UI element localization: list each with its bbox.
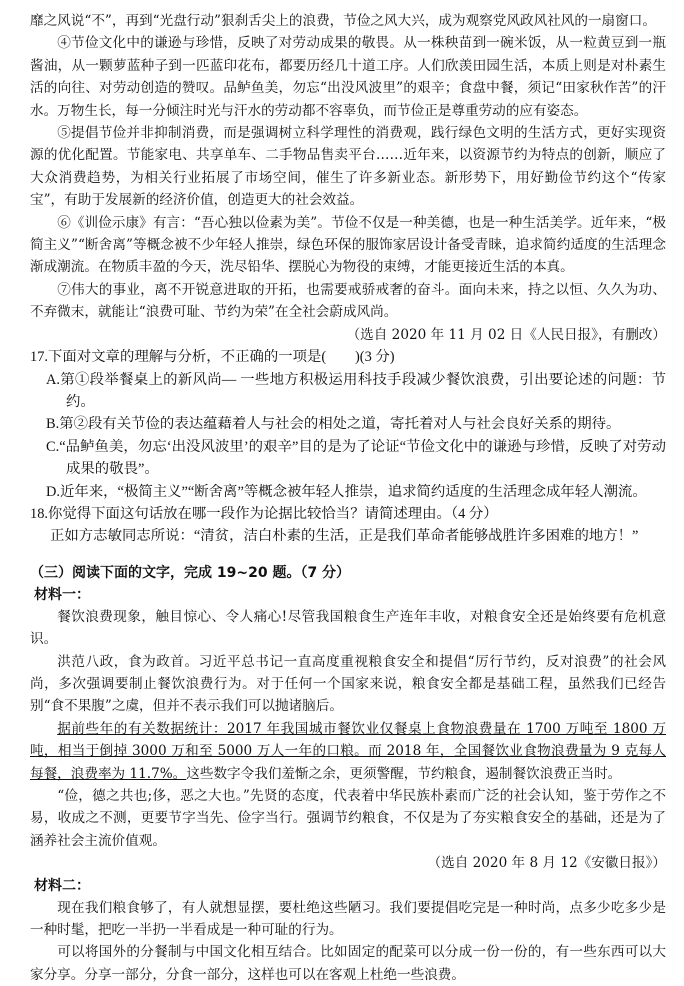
material-1-label: 材料一：: [34, 586, 90, 603]
question-17-option-c: C.“品鲈鱼美，勿忘‘出没风波里’的艰辛”目的是为了论证“节俭文化中的谦逊与珍惜，反映了对劳动成果的敬畏”。: [46, 438, 666, 478]
material-2-label: 材料二：: [34, 877, 90, 894]
question-17-stem: 17.下面对文章的理解与分析，不正确的一项是( )(3 分): [30, 349, 395, 366]
material-1-paragraph-3: [30, 718, 666, 785]
passage-paragraph-4: ④节俭文化中的谦逊与珍惜，反映了对劳动成果的敬畏。从一株秧苗到一碗米饭，从一粒黄豆到一瓶酱油，从一颗萝蓝种子到一匹蓝印花布，都要历经几十道工序。人们欣羡田园生活，本质上则是对朴素生活的向往、对劳动创造的赞叹。品鲈鱼美，勿忘“出没风波里”的艰辛；食盘中餐，须记“田家秋作苦”的汗水。万物生长，每一分倾注时光与汗水的劳动都不容辜负，而节俭正是尊重劳动的应有姿态。: [30, 35, 666, 119]
question-18-stem: 18.你觉得下面这句话放在哪一段作为论据比较恰当？请简述理由。（4 分）: [30, 505, 498, 522]
passage-source: （选自 2020 年 11 月 02 日《人民日报》，有删改）: [346, 326, 666, 343]
question-17-option-d: D.近年来，“极简主义”“断舍离”等概念被年轻人推崇，追求简约适度的生活理念成年轻人潮流。: [46, 483, 647, 500]
passage-paragraph-5: ⑤提倡节俭并非抑制消费，而是强调树立科学理性的消费观，践行绿色文明的生活方式，更好实现资源的优化配置。节能家电、共享单车、二手物品售卖平台……近年来，以资源节约为特点的创新，顺应了大众消费趋势，为相关行业拓展了市场空间，催生了许多新业态。新形势下，用好勤俭节约这个“传家宝”，有助于发展新的经济价值，创造更大的社会效益。: [30, 125, 666, 209]
question-17-option-a: A.第①段举餐桌上的新风尚— 一些地方积极运用科技手段减少餐饮浪费，引出要论述的问题：节约。: [46, 371, 666, 410]
section-3-heading: （三）阅读下面的文字，完成 19~20 题。（7 分）: [30, 564, 351, 581]
question-18-quote: 正如方志敏同志所说：“清贫，洁白朴素的生活，正是我们革命者能够战胜许多困难的地方！”: [50, 528, 639, 545]
material-1-source: （选自 2020 年 8 月 12《安徽日报》）: [427, 855, 666, 872]
material-1-paragraph-1: 餐饮浪费现象，触目惊心、令人痛心!尽管我国粮食生产连年丰收，对粮食安全还是始终要有危机意识。: [30, 608, 666, 648]
question-17-option-b: B.第②段有关节俭的表达蕴藉着人与社会的相处之道，寄托着对人与社会良好关系的期待。: [46, 416, 621, 433]
document-page: [30, 10, 666, 986]
material-1-paragraph-2: 洪范八政，食为政首。习近平总书记一直高度重视粮食安全和提倡“厉行节约，反对浪费”的社会风尚，多次强调要制止餐饮浪费行为。对于任何一个国家来说，粮食安全都是基础工程，虽然我们已经告别“食不果腹”之虞，但并不表示我们可以抛诸脑后。: [30, 653, 666, 715]
material-2-paragraph-2: 可以将国外的分餐制与中国文化相互结合。比如固定的配菜可以分成一份一份的，有一些东西可以大家分享。分享一部分，分食一部分，这样也可以在客观上杜绝一些浪费。: [30, 944, 666, 983]
material-1-data-underlined: 据前些年的有关数据统计：2017 年我国城市餐饮业仅餐桌上食物浪费量在 1700 万吨至 1800 万吨，相当于倒掉 3000 万和至 5000 万人一年的口粮。而 2018 年，全国餐饮业食物浪费量为 9 克每人每餐，浪费率为 11.7%。: [30, 720, 666, 782]
material-1-data-comment: 这些数字令我们羞惭之余，更须警醒，节约粮食，遏制餐饮浪费正当时。: [186, 765, 622, 782]
passage-paragraph-7: ⑦伟大的事业，离不开锐意进取的开拓，也需要戒骄戒奢的奋斗。面向未来，持之以恒、久久为功、不弃微末，就能让“浪费可耻、节约为荣”在全社会蔚成风尚。: [30, 281, 666, 321]
passage-paragraph-6: ⑥《训俭示康》有言：“吾心独以俭素为美”。节俭不仅是一种美德，也是一种生活美学。近年来，“极简主义”“断舍离”等概念被不少年轻人推崇，绿色环保的服饰家居设计备受青睐，追求简约适度的生活理念渐成潮流。在物质丰盈的今天，洗尽铅华、摆脱心为物役的束缚，才能更接近生活的本真。: [30, 214, 666, 276]
passage-paragraph-continued: 靡之风说“不”，再到“光盘行动”狠刹舌尖上的浪费，节俭之风大兴，成为观察党风政风社风的一扇窗口。: [30, 13, 656, 29]
material-1-paragraph-4: “俭，德之共也;侈，恶之大也。”先贤的态度，代表着中华民族朴素而广泛的社会认知，鉴于劳作之不易，收成之不测，更要节字当先、俭字当行。强调节约粮食，不仅是为了夯实粮食安全的基础，还是为了涵养社会主流价值观。: [30, 788, 666, 849]
material-2-paragraph-1: 现在我们粮食够了，有人就想显摆，要杜绝这些陋习。我们要提倡吃完是一种时尚，点多少吃多少是一种时髦，把吃一半扔一半看成是一种可耻的行为。: [30, 899, 666, 939]
